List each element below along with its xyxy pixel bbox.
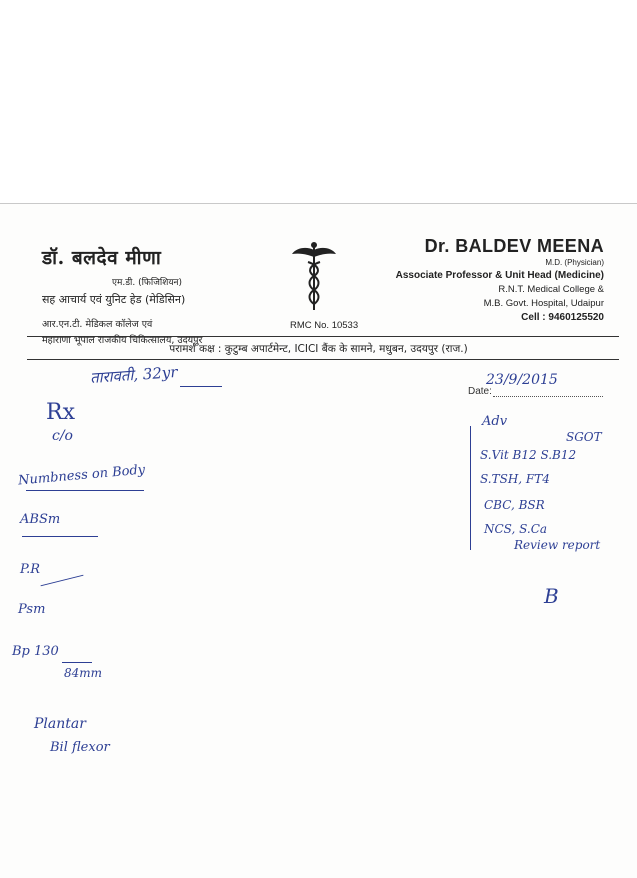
- absm-underline: [22, 536, 98, 537]
- doctor-signature: B: [544, 584, 559, 608]
- exam-psm: Psm: [18, 602, 46, 617]
- rmc-number: RMC No. 10533: [290, 320, 359, 331]
- complaint-absm: ABSm: [20, 512, 61, 527]
- plantar-label: Plantar: [34, 716, 86, 732]
- prescription-sheet: [0, 203, 637, 878]
- doctor-name-hindi: डॉ. बलदेव मीणा: [42, 247, 162, 269]
- exam-pr: P.R: [20, 562, 41, 577]
- complaint-numbness: Numbness on Body: [17, 462, 146, 489]
- advice-tsh: S.TSH, FT4: [480, 472, 550, 486]
- designation-hindi: सह आचार्य एवं युनिट हेड (मेडिसिन): [42, 293, 186, 306]
- header-divider-bottom: [27, 359, 619, 360]
- visit-date: 23/9/2015: [486, 372, 558, 388]
- degree-hindi: एम.डी. (फिजिशियन): [112, 278, 183, 288]
- advice-review: Review report: [514, 538, 601, 552]
- complaint-underline: [26, 490, 144, 491]
- plantar-result: Bil flexor: [50, 740, 110, 755]
- date-label: Date:: [468, 386, 492, 397]
- header-divider-top: [27, 336, 619, 337]
- college-english: R.N.T. Medical College &: [498, 284, 604, 295]
- college-hindi: आर.एन.टी. मेडिकल कॉलेज एवं: [42, 319, 153, 330]
- advice-bracket: [470, 426, 472, 550]
- advice-cbc: CBC, BSR: [484, 498, 545, 512]
- cell-number: Cell : 9460125520: [521, 312, 604, 323]
- patient-name: तारावती, 32yr: [89, 362, 179, 388]
- advice-vitb12: S.Vit B12 S.B12: [480, 448, 577, 462]
- degree-english: M.D. (Physician): [545, 258, 604, 267]
- bp-diastolic: 84mm: [64, 666, 103, 680]
- doctor-name-english: Dr. BALDEV MEENA: [424, 236, 604, 256]
- advice-heading: Adv: [482, 414, 508, 429]
- advice-ncs: NCS, S.Ca: [484, 522, 548, 536]
- patient-underline: [180, 386, 222, 387]
- rx-co: c/o: [52, 428, 73, 444]
- caduceus-icon: [290, 240, 338, 312]
- hospital-hindi: महाराणा भूपाल राजकीय चिकित्सालय, उदयपुर: [42, 335, 203, 346]
- clinic-address: परामर्श कक्ष : कुटुम्ब अपार्टमेन्ट, ICICI बैंक के सामने, मधुबन, उदयपुर (राज.): [169, 343, 468, 355]
- english-header: [396, 236, 604, 323]
- designation-english: Associate Professor & Unit Head (Medicine): [395, 270, 604, 281]
- pr-dash: [41, 575, 84, 587]
- bp-fraction-line: [62, 662, 92, 663]
- advice-sgot: SGOT: [566, 430, 602, 444]
- hospital-english: M.B. Govt. Hospital, Udaipur: [483, 298, 604, 309]
- date-line: [493, 396, 603, 397]
- rx-symbol: Rx: [46, 400, 75, 425]
- hindi-header: [42, 244, 202, 346]
- bp-systolic: Bp 130: [12, 644, 59, 659]
